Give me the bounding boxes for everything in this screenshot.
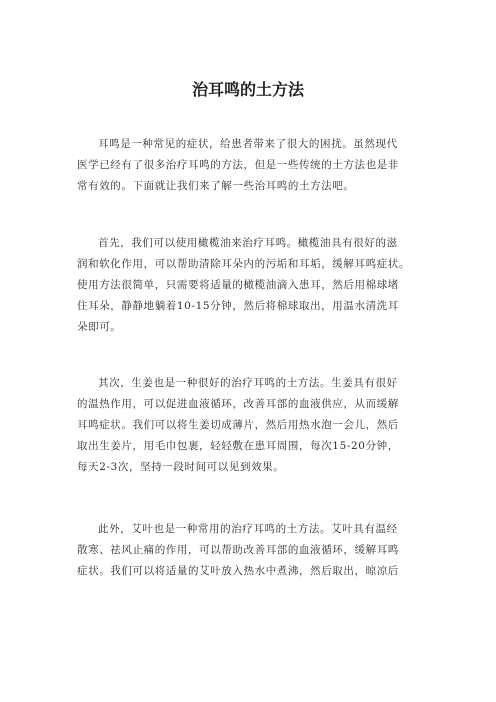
text-line: 的温热作用，可以促进血液循环，改善耳部的血液供应，从而缓解 [77, 398, 399, 410]
page-title: 治耳鸣的土方法 [191, 80, 304, 99]
text-line: 润和软化作用，可以帮助清除耳朵内的污垢和耳垢，缓解耳鸣症状。 [77, 258, 410, 270]
text-line: 耳鸣症状。我们可以将生姜切成薄片，然后用热水泡一会儿，然后 [77, 419, 399, 431]
text-line: 每天2-3次，坚持一段时间可以见到效果。 [77, 461, 285, 473]
text-line: 耳鸣是一种常见的症状，给患者带来了很大的困扰。虽然现代 [98, 138, 398, 150]
paragraph-mugwort [77, 519, 437, 582]
text-line: 首先，我们可以使用橄榄油来治疗耳鸣。橄榄油具有很好的滋 [98, 237, 398, 249]
text-line: 其次，生姜也是一种很好的治疗耳鸣的土方法。生姜具有很好 [98, 377, 398, 389]
text-line: 住耳朵，静静地躺着10-15分钟，然后将棉球取出，用温水清洗耳 [77, 300, 399, 312]
text-line: 散寒、祛风止痛的作用，可以帮助改善耳部的血液循环，缓解耳鸣 [77, 544, 399, 556]
text-line: 医学已经有了很多治疗耳鸣的方法，但是一些传统的土方法也是非 [77, 159, 399, 171]
text-line: 常有效的。下面就让我们来了解一些治耳鸣的土方法吧。 [77, 180, 355, 192]
text-line: 使用方法很简单，只需要将适量的橄榄油滴入患耳，然后用棉球堵 [77, 279, 399, 291]
paragraph-intro [77, 134, 437, 197]
paragraph-olive-oil [77, 233, 437, 338]
text-line: 取出生姜片，用毛巾包裹，轻轻敷在患耳周围，每次15-20分钟， [77, 440, 399, 452]
paragraph-ginger [77, 373, 437, 478]
text-line: 症状。我们可以将适量的艾叶放入热水中煮沸，然后取出，晾凉后 [77, 565, 399, 577]
text-line: 此外，艾叶也是一种常用的治疗耳鸣的土方法。艾叶具有温经 [98, 523, 398, 535]
text-line: 朵即可。 [77, 321, 122, 333]
